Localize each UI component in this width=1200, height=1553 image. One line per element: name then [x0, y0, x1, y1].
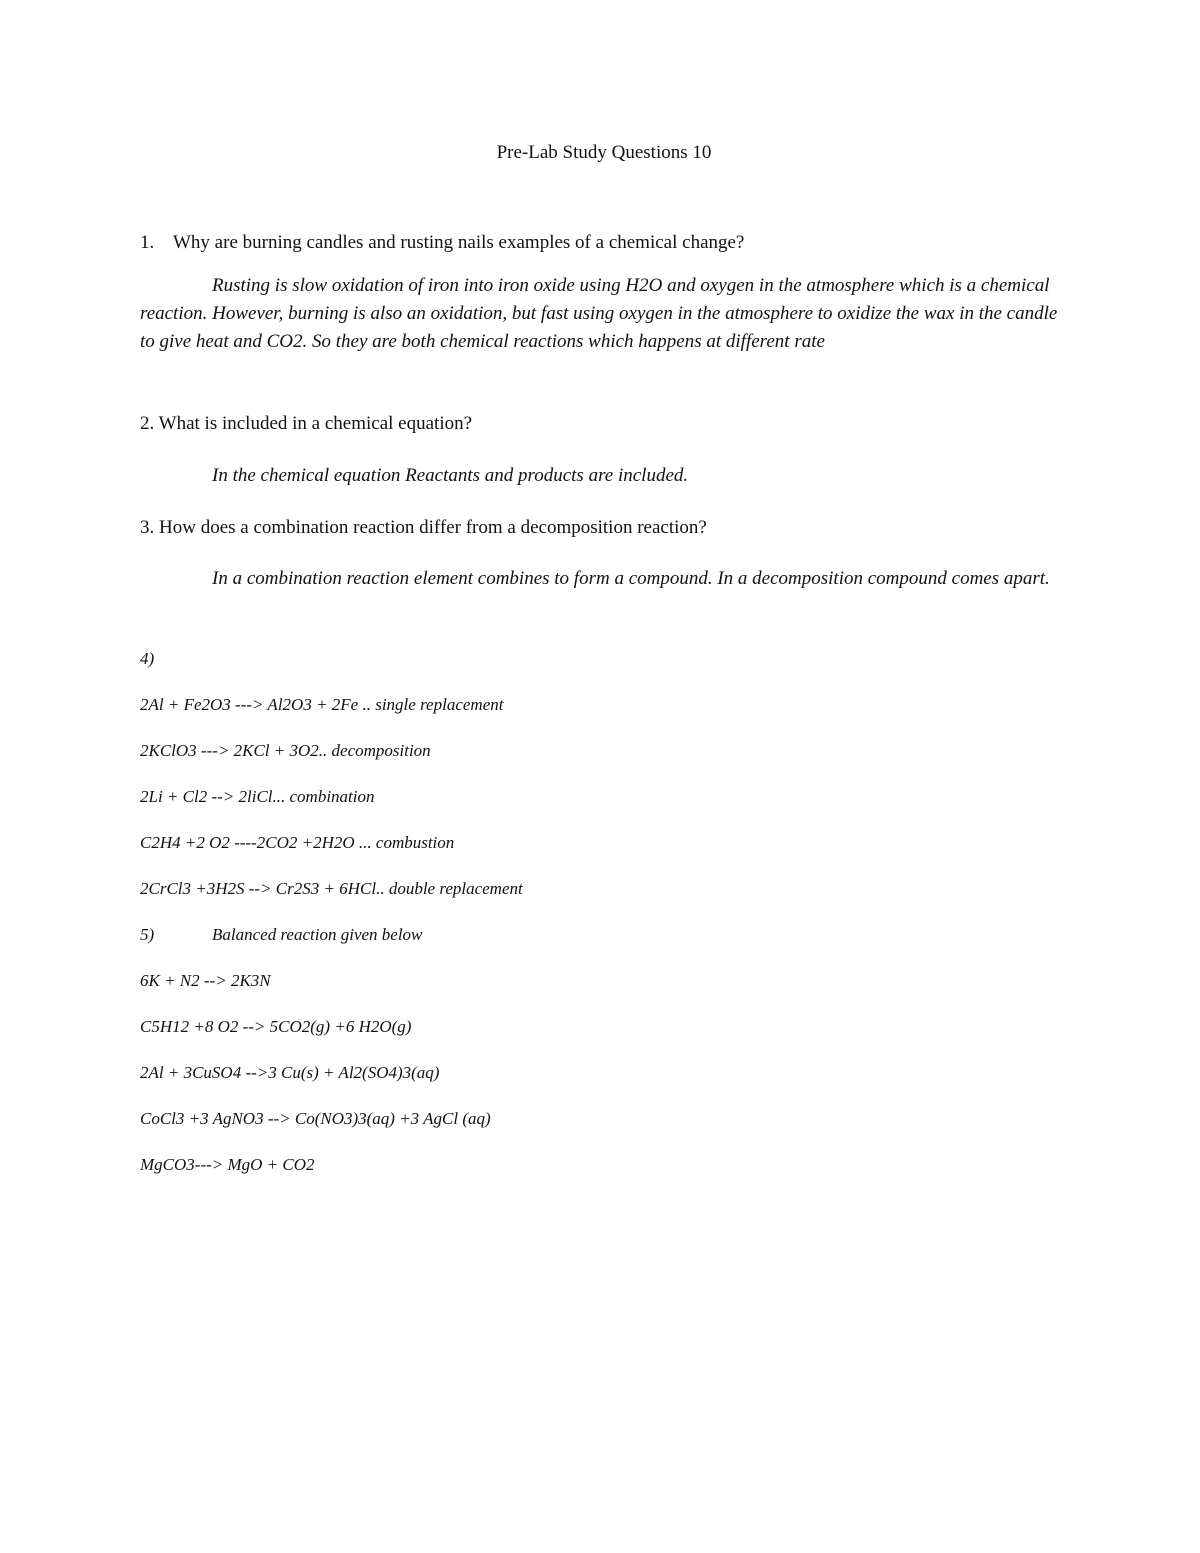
- question-4-label: 4): [140, 649, 155, 668]
- answer-2: In the chemical equation Reactants and products are included.: [212, 465, 689, 486]
- answer-3: In a combination reaction element combines to form a compound. In a decomposition compound comes apart.: [212, 568, 1050, 589]
- question-5-intro: Balanced reaction given below: [212, 925, 423, 944]
- reaction-line: 2Al + Fe2O3 ---> Al2O3 + 2Fe .. single replacement: [140, 695, 504, 714]
- reaction-line: 2Li + Cl2 --> 2liCl... combination: [140, 787, 375, 806]
- answer-1: Rusting is slow oxidation of iron into iron oxide using H2O and oxygen in the atmosphere which is a chemical reaction. However, burning is also an oxidation, but fast using oxygen in the atmosphere to oxidize the wax in the candle to give heat and CO2. So they are both chemical reactions which happens at different rate: [140, 275, 1058, 352]
- reaction-line: C5H12 +8 O2 --> 5CO2(g) +6 H2O(g): [140, 1017, 412, 1036]
- reaction-line: CoCl3 +3 AgNO3 --> Co(NO3)3(aq) +3 AgCl (aq): [140, 1109, 491, 1128]
- question-2-text: 2. What is included in a chemical equation?: [140, 413, 473, 434]
- reaction-line: 6K + N2 --> 2K3N: [140, 971, 271, 990]
- question-3-text: 3. How does a combination reaction differ from a decomposition reaction?: [140, 517, 707, 538]
- question-5-heading: [140, 924, 422, 946]
- question-1-text: Why are burning candles and rusting nails examples of a chemical change?: [173, 232, 745, 253]
- reaction-line: 2Al + 3CuSO4 -->3 Cu(s) + Al2(SO4)3(aq): [140, 1063, 440, 1082]
- question-1-number: 1.: [140, 232, 155, 253]
- reaction-line: 2KClO3 ---> 2KCl + 3O2.. decomposition: [140, 741, 431, 760]
- reaction-line: MgCO3---> MgO + CO2: [140, 1155, 315, 1174]
- question-5-label: 5): [140, 925, 155, 944]
- reaction-line: C2H4 +2 O2 ----2CO2 +2H2O ... combustion: [140, 833, 455, 852]
- reaction-line: 2CrCl3 +3H2S --> Cr2S3 + 6HCl.. double replacement: [140, 879, 523, 898]
- page-title: Pre-Lab Study Questions 10: [496, 142, 712, 163]
